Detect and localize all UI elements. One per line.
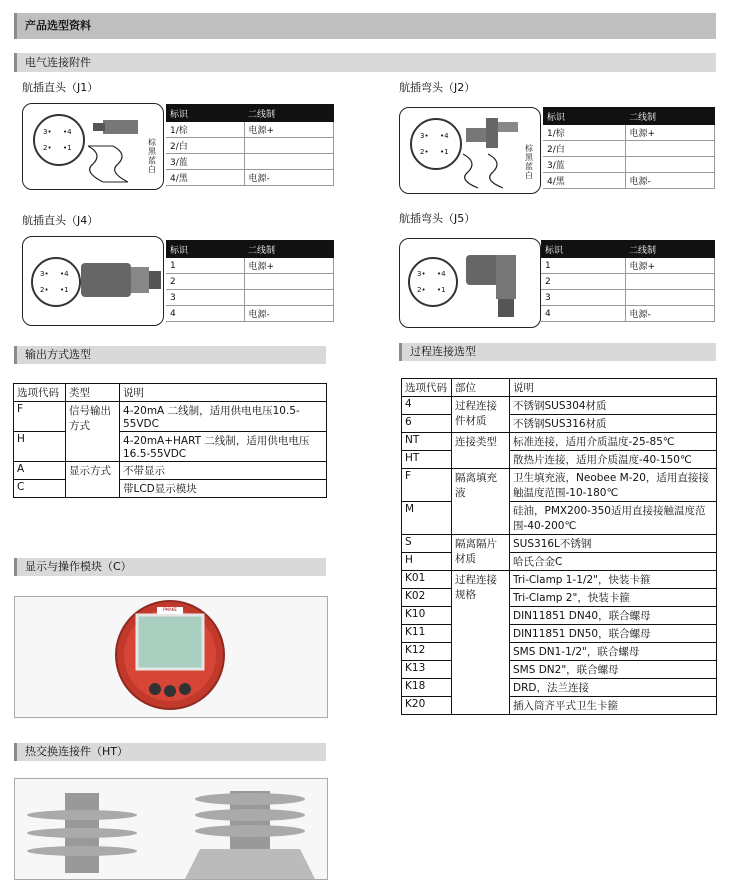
table-row: 2 xyxy=(166,274,334,290)
process-header-part: 部位 xyxy=(452,379,510,397)
table-row: K10 DIN11851 DN40，联合螺母 xyxy=(402,607,717,625)
process-header-desc: 说明 xyxy=(510,379,717,397)
j5-pin-1: •1 xyxy=(437,286,446,294)
output-header-desc: 说明 xyxy=(120,384,327,402)
table-row: K02 Tri-Clamp 2"，快装卡箍 xyxy=(402,589,717,607)
table-row: K13 SMS DN2"，联合螺母 xyxy=(402,661,717,679)
j1-image-box xyxy=(22,103,164,190)
table-row: 2/白 xyxy=(543,141,715,157)
table-row: HT 散热片连接，适用介质温度-40-150℃ xyxy=(402,451,717,469)
heat-title: 热交换连接件（HT） xyxy=(25,745,128,758)
table-row: 4 电源- xyxy=(541,306,715,322)
table-row: 4/黑 电源- xyxy=(166,170,334,186)
j2-header-id: 标识 xyxy=(543,107,625,125)
j4-image-box xyxy=(22,236,164,326)
j4-table xyxy=(166,240,334,322)
table-row: K11 DIN11851 DN50，联合螺母 xyxy=(402,625,717,643)
j4-pin-4: •4 xyxy=(60,270,69,278)
process-header-code: 选项代码 xyxy=(402,379,452,397)
table-row: F 信号输出方式 4-20mA 二线制，适用供电电压10.5-55VDC xyxy=(14,402,327,432)
j5-label: 航插弯头（J5） xyxy=(399,212,476,225)
j5-header-wire: 二线制 xyxy=(625,240,715,258)
heat-exchanger-drawing xyxy=(15,779,327,879)
j1-pin-4: •4 xyxy=(63,128,72,136)
j4-pin-3: 3• xyxy=(40,270,49,278)
j4-label: 航插直头（J4） xyxy=(22,214,99,227)
display-section-header xyxy=(14,558,326,576)
j5-image-box xyxy=(399,238,541,328)
table-row: C 带LCD显示模块 xyxy=(14,480,327,498)
heat-section-header xyxy=(14,743,326,761)
j4-header-id: 标识 xyxy=(166,240,244,258)
page-header xyxy=(14,13,716,39)
table-row: H 4-20mA+HART 二线制，适用供电电压16.5-55VDC xyxy=(14,432,327,462)
table-row: 3/蓝 xyxy=(166,154,334,170)
j4-pin-1: •1 xyxy=(60,286,69,294)
display-brand: PMAKE xyxy=(163,607,177,612)
output-title: 输出方式选型 xyxy=(25,348,91,361)
j2-header-wire: 二线制 xyxy=(625,107,715,125)
table-row: 3 xyxy=(166,290,334,306)
output-table xyxy=(13,383,327,498)
process-table xyxy=(401,378,717,715)
heat-image-box xyxy=(14,778,328,880)
table-row: K18 DRD，法兰连接 xyxy=(402,679,717,697)
j1-wire-black: 黑 xyxy=(148,147,156,156)
j2-wire-colors xyxy=(525,144,535,180)
j2-wire-black: 黑 xyxy=(525,153,533,162)
j5-pin-2: 2• xyxy=(417,286,426,294)
j5-connector-face xyxy=(408,257,458,307)
table-row: S 隔离隔片材质 SUS316L不锈钢 xyxy=(402,535,717,553)
j5-pin-4: •4 xyxy=(437,270,446,278)
j5-pin-3: 3• xyxy=(417,270,426,278)
j5-header-id: 标识 xyxy=(541,240,625,258)
j1-label: 航插直头（J1） xyxy=(22,81,99,94)
process-section-header xyxy=(399,343,716,361)
table-row: 1 电源+ xyxy=(166,258,334,274)
output-header-code: 选项代码 xyxy=(14,384,66,402)
j4-connector-drawing xyxy=(79,251,164,311)
display-title: 显示与操作模块（C） xyxy=(25,560,132,573)
electrical-title: 电气连接附件 xyxy=(25,56,91,69)
j2-table xyxy=(543,107,715,189)
j2-pin-1: •1 xyxy=(440,148,449,156)
output-header-row xyxy=(14,384,327,402)
j1-wire-colors xyxy=(148,138,158,174)
table-row: K01 过程连接规格 Tri-Clamp 1-1/2"，快装卡箍 xyxy=(402,571,717,589)
process-title: 过程连接选型 xyxy=(410,345,476,358)
output-header-type: 类型 xyxy=(66,384,120,402)
table-row: A 显示方式 不带显示 xyxy=(14,462,327,480)
j1-header-wire: 二线制 xyxy=(244,104,334,122)
page-title: 产品选型资料 xyxy=(25,19,91,32)
table-row: 1 电源+ xyxy=(541,258,715,274)
table-row: K20 插入筒齐平式卫生卡箍 xyxy=(402,697,717,715)
j1-wire-blue: 蓝 xyxy=(148,156,156,165)
j2-pin-3: 3• xyxy=(420,132,429,140)
j4-connector-face xyxy=(31,257,81,307)
table-row: F 隔离填充液 卫生填充液，Neobee M-20，适用直接接触温度范围-10-180℃ xyxy=(402,469,717,502)
j1-wire-brown: 棕 xyxy=(148,138,156,147)
output-section-header xyxy=(14,346,326,364)
j1-header-id: 标识 xyxy=(166,104,244,122)
display-module-drawing xyxy=(15,597,327,717)
j2-pin-2: 2• xyxy=(420,148,429,156)
j2-image-box xyxy=(399,107,541,194)
table-row: 4/黑 电源- xyxy=(543,173,715,189)
table-row: 1/棕 电源+ xyxy=(166,122,334,138)
display-image-box xyxy=(14,596,328,718)
j1-table xyxy=(166,104,334,186)
j2-wire-blue: 蓝 xyxy=(525,162,533,171)
table-row: 4 过程连接件材质 不锈钢SUS304材质 xyxy=(402,397,717,415)
table-row: M 硅油，PMX200-350适用直接接触温度范围-40-200℃ xyxy=(402,502,717,535)
table-row: 6 不锈钢SUS316材质 xyxy=(402,415,717,433)
table-row: 3/蓝 xyxy=(543,157,715,173)
j1-pin-1: •1 xyxy=(63,144,72,152)
table-row: 3 xyxy=(541,290,715,306)
j2-wire-white: 白 xyxy=(525,171,533,180)
table-row: NT 连接类型 标准连接，适用介质温度-25-85℃ xyxy=(402,433,717,451)
table-row: 2 xyxy=(541,274,715,290)
table-row: K12 SMS DN1-1/2"，联合螺母 xyxy=(402,643,717,661)
j2-pin-4: •4 xyxy=(440,132,449,140)
j1-wire-white: 白 xyxy=(148,165,156,174)
j4-header-wire: 二线制 xyxy=(244,240,334,258)
process-header-row xyxy=(402,379,717,397)
j2-wire-brown: 棕 xyxy=(525,144,533,153)
j5-table xyxy=(541,240,715,322)
j1-pin-2: 2• xyxy=(43,144,52,152)
table-row: H 哈氏合金C xyxy=(402,553,717,571)
table-row: 1/棕 电源+ xyxy=(543,125,715,141)
j4-pin-2: 2• xyxy=(40,286,49,294)
j1-pin-3: 3• xyxy=(43,128,52,136)
table-row: 2/白 xyxy=(166,138,334,154)
j2-label: 航插弯头（J2） xyxy=(399,81,476,94)
electrical-section-header xyxy=(14,53,716,72)
table-row: 4 电源- xyxy=(166,306,334,322)
j5-connector-drawing xyxy=(460,241,540,325)
j1-connector-face xyxy=(33,114,85,166)
j2-connector-face xyxy=(410,118,462,170)
